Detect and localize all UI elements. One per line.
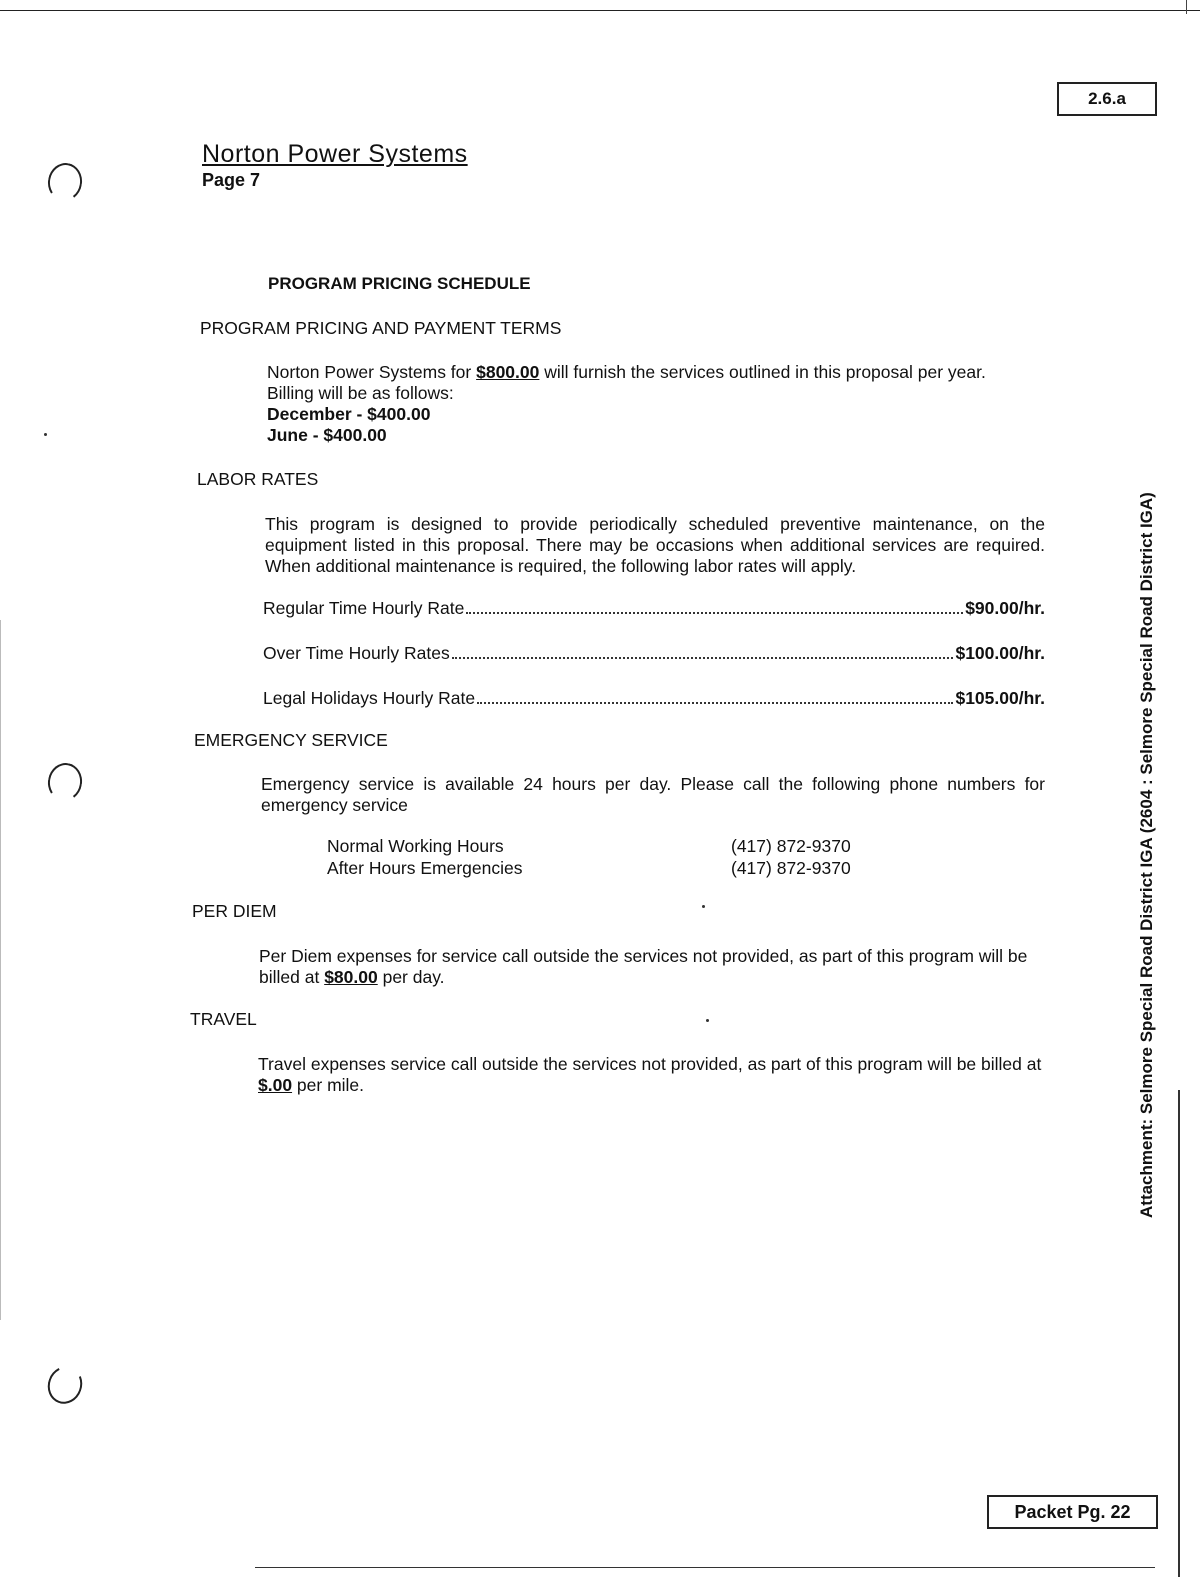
rate-row-regular: [263, 598, 1045, 619]
leader-dots: [477, 702, 953, 704]
scan-speck: [44, 433, 47, 436]
page-number: Page 7: [202, 170, 261, 190]
rate-label: Over Time Hourly Rates: [263, 643, 450, 663]
pricing-terms-paragraph: [267, 362, 1045, 446]
leader-dots: [452, 657, 954, 659]
phone-number-after-hours: (417) 872-9370: [731, 858, 851, 878]
annual-price: $800.00: [476, 362, 540, 382]
bottom-rule: [255, 1567, 1155, 1568]
company-name: Norton Power Systems: [202, 140, 468, 168]
packet-page-number: Packet Pg. 22: [1014, 1501, 1131, 1522]
pricing-terms-heading: PROGRAM PRICING AND PAYMENT TERMS: [200, 318, 562, 338]
rate-row-overtime: [263, 643, 1045, 664]
top-rule: [0, 10, 1200, 11]
rate-label: Regular Time Hourly Rate: [263, 598, 465, 618]
left-edge-rule: [0, 620, 1, 1320]
binder-hole-middle: [45, 760, 85, 803]
right-edge-rule: [1186, 0, 1187, 14]
emergency-heading: EMERGENCY SERVICE: [194, 730, 388, 750]
scan-speck: [706, 1019, 709, 1022]
travel-paragraph: [258, 1054, 1042, 1096]
labor-rates-heading: LABOR RATES: [197, 469, 319, 489]
per-diem-amount: $80.00: [324, 967, 378, 987]
scan-speck: [702, 905, 705, 908]
right-margin-rule: [1178, 1090, 1180, 1577]
pricing-text-after: will furnish the services outlined in this proposal per year.: [539, 362, 986, 382]
packet-page-box: [987, 1495, 1158, 1529]
pricing-text-before: Norton Power Systems for: [267, 362, 477, 382]
binder-hole-bottom: [43, 1361, 88, 1408]
rate-value: $100.00/hr.: [955, 643, 1045, 663]
schedule-title: PROGRAM PRICING SCHEDULE: [268, 274, 531, 293]
billing-intro: Billing will be as follows:: [267, 383, 454, 403]
phone-label-normal: Normal Working Hours: [327, 836, 504, 856]
per-diem-heading: PER DIEM: [192, 901, 277, 921]
binder-hole-top: [45, 160, 85, 203]
rate-value: $105.00/hr.: [955, 688, 1045, 708]
emergency-paragraph: Emergency service is available 24 hours per day. Please call the following phone numbers for emergency service: [261, 774, 1045, 815]
labor-rates-paragraph: This program is designed to provide periodically scheduled preventive maintenance, on the equipment listed in this proposal. There may be occasions when additional services are required. When additional maintenance is required, the following labor rates will apply.: [265, 514, 1045, 576]
travel-heading: TRAVEL: [190, 1009, 257, 1029]
per-diem-text-after: per day.: [377, 967, 445, 987]
phone-label-after-hours: After Hours Emergencies: [327, 858, 523, 878]
side-attachment-label: Attachment: Selmore Special Road District IGA (2604 : Selmore Special Road District IGA): [1137, 492, 1156, 1218]
phone-number-normal: (417) 872-9370: [731, 836, 851, 856]
billing-december: December - $400.00: [267, 404, 431, 424]
rate-label: Legal Holidays Hourly Rate: [263, 688, 476, 708]
rate-value: $90.00/hr.: [965, 598, 1045, 618]
rate-row-holidays: [263, 688, 1045, 709]
per-diem-text-before: Per Diem expenses for service call outside the services not provided, as part of this program will be billed at: [259, 946, 1028, 987]
section-reference: 2.6.a: [1088, 89, 1126, 108]
travel-text-before: Travel expenses service call outside the services not provided, as part of this program will be billed at: [258, 1054, 1042, 1074]
travel-amount: $.00: [258, 1075, 293, 1095]
leader-dots: [466, 612, 963, 614]
travel-text-after: per mile.: [292, 1075, 365, 1095]
section-reference-box: [1057, 82, 1157, 116]
per-diem-paragraph: [259, 946, 1043, 988]
billing-june: June - $400.00: [267, 425, 387, 445]
